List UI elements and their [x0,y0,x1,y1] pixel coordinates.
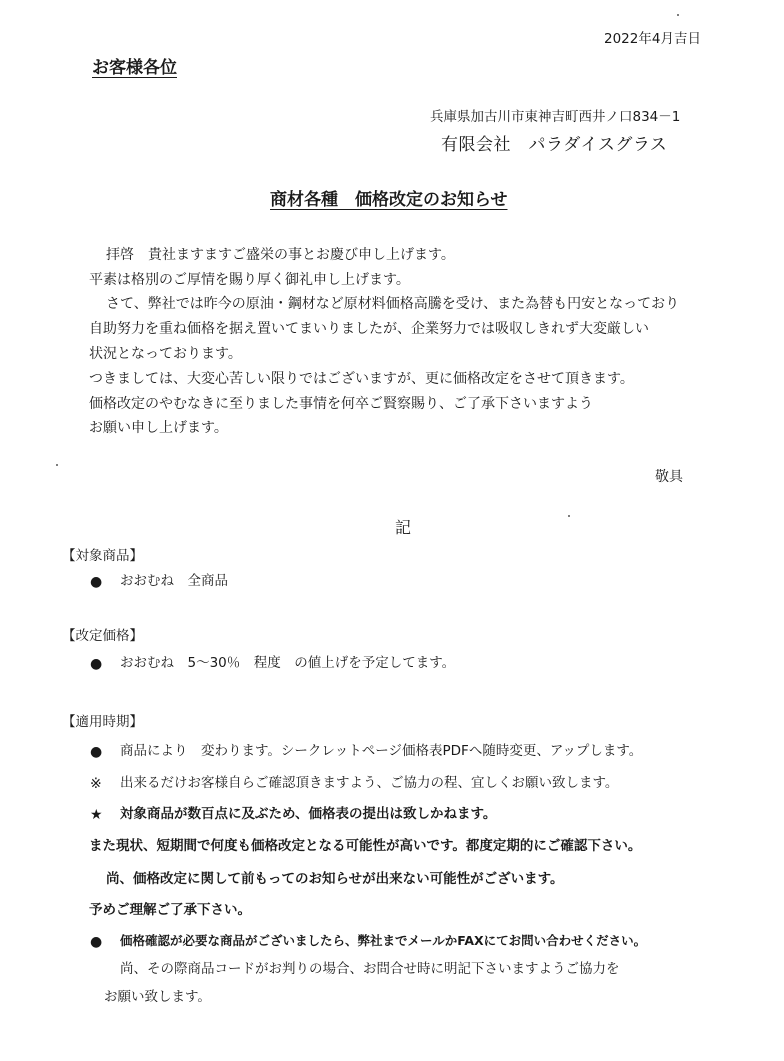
document-title: 商材各種 価格改定のお知らせ [270,190,508,210]
timing-item-3: 対象商品が数百点に及ぶため、価格表の提出は致しかねます。 [120,806,497,822]
section-heading-target: 【対象商品】 [62,548,143,564]
note-mark-icon: ※ [90,776,102,792]
recipient-heading: お客様各位 [92,58,177,78]
scan-speck [677,14,679,16]
timing-item-7: 価格確認が必要な商品がございましたら、弊社までメールかFAXにてお問い合わせください。 [120,933,647,948]
body-line-2: 平素は格別のご厚情を賜り厚く御礼申し上げます。 [89,272,410,288]
document-date: 2022年4月吉日 [604,31,701,47]
body-line-5: 状況となっております。 [89,346,242,362]
closing-keigu: 敬具 [655,469,683,485]
revision-text: おおむね 5～30％ 程度 の値上げを予定してます。 [120,655,456,671]
body-line-4: 自助努力を重ね価格を据え置いてまいりましたが、企業努力では吸収しきれず大変厳しい [89,321,649,337]
timing-line-5: 尚、価格改定に関して前もってのお知らせが出来ない可能性がございます。 [106,871,564,887]
timing-line-8: 尚、その際商品コードがお判りの場合、お問合せ時に明記下さいますようご協力を [120,961,620,977]
target-text: おおむね 全商品 [120,573,228,589]
star-icon: ★ [90,807,103,823]
scan-speck [568,515,570,517]
timing-line-4: また現状、短期間で何度も価格改定となる可能性が高いです。都度定期的にご確認下さい。 [89,838,642,854]
ki-marker: 記 [395,518,412,537]
timing-line-9: お願い致します。 [104,989,211,1005]
timing-line-6: 予めご理解ご了承下さい。 [89,902,251,918]
bullet-icon: ● [90,934,103,950]
company-address: 兵庫県加古川市東神吉町西井ノ口834－1 [430,109,681,125]
bullet-icon: ● [90,744,103,760]
bullet-icon: ● [90,656,103,672]
body-line-6: つきましては、大変心苦しい限りではございますが、更に価格改定をさせて頂きます。 [89,371,634,387]
scan-speck [56,464,58,466]
bullet-icon: ● [90,574,103,590]
body-line-3: さて、弊社では昨今の原油・鋼材など原材料価格高騰を受け、また為替も円安となっており [106,296,680,312]
body-line-7: 価格改定のやむなきに至りました事情を何卒ご賢察賜り、ご了承下さいますよう [89,396,593,412]
body-line-8: お願い申し上げます。 [89,420,228,436]
body-line-1: 拝啓 貴社ますますご盛栄の事とお慶び申し上げます。 [106,247,455,263]
company-name: 有限会社 パラダイスグラス [441,135,668,155]
section-heading-revision: 【改定価格】 [62,628,143,644]
section-heading-timing: 【適用時期】 [62,714,143,730]
timing-item-2: 出来るだけお客様自らご確認頂きますよう、ご協力の程、宜しくお願い致します。 [120,775,619,791]
timing-item-1: 商品により 変わります。シークレットページ価格表PDFへ随時変更、アップします。 [120,743,643,759]
